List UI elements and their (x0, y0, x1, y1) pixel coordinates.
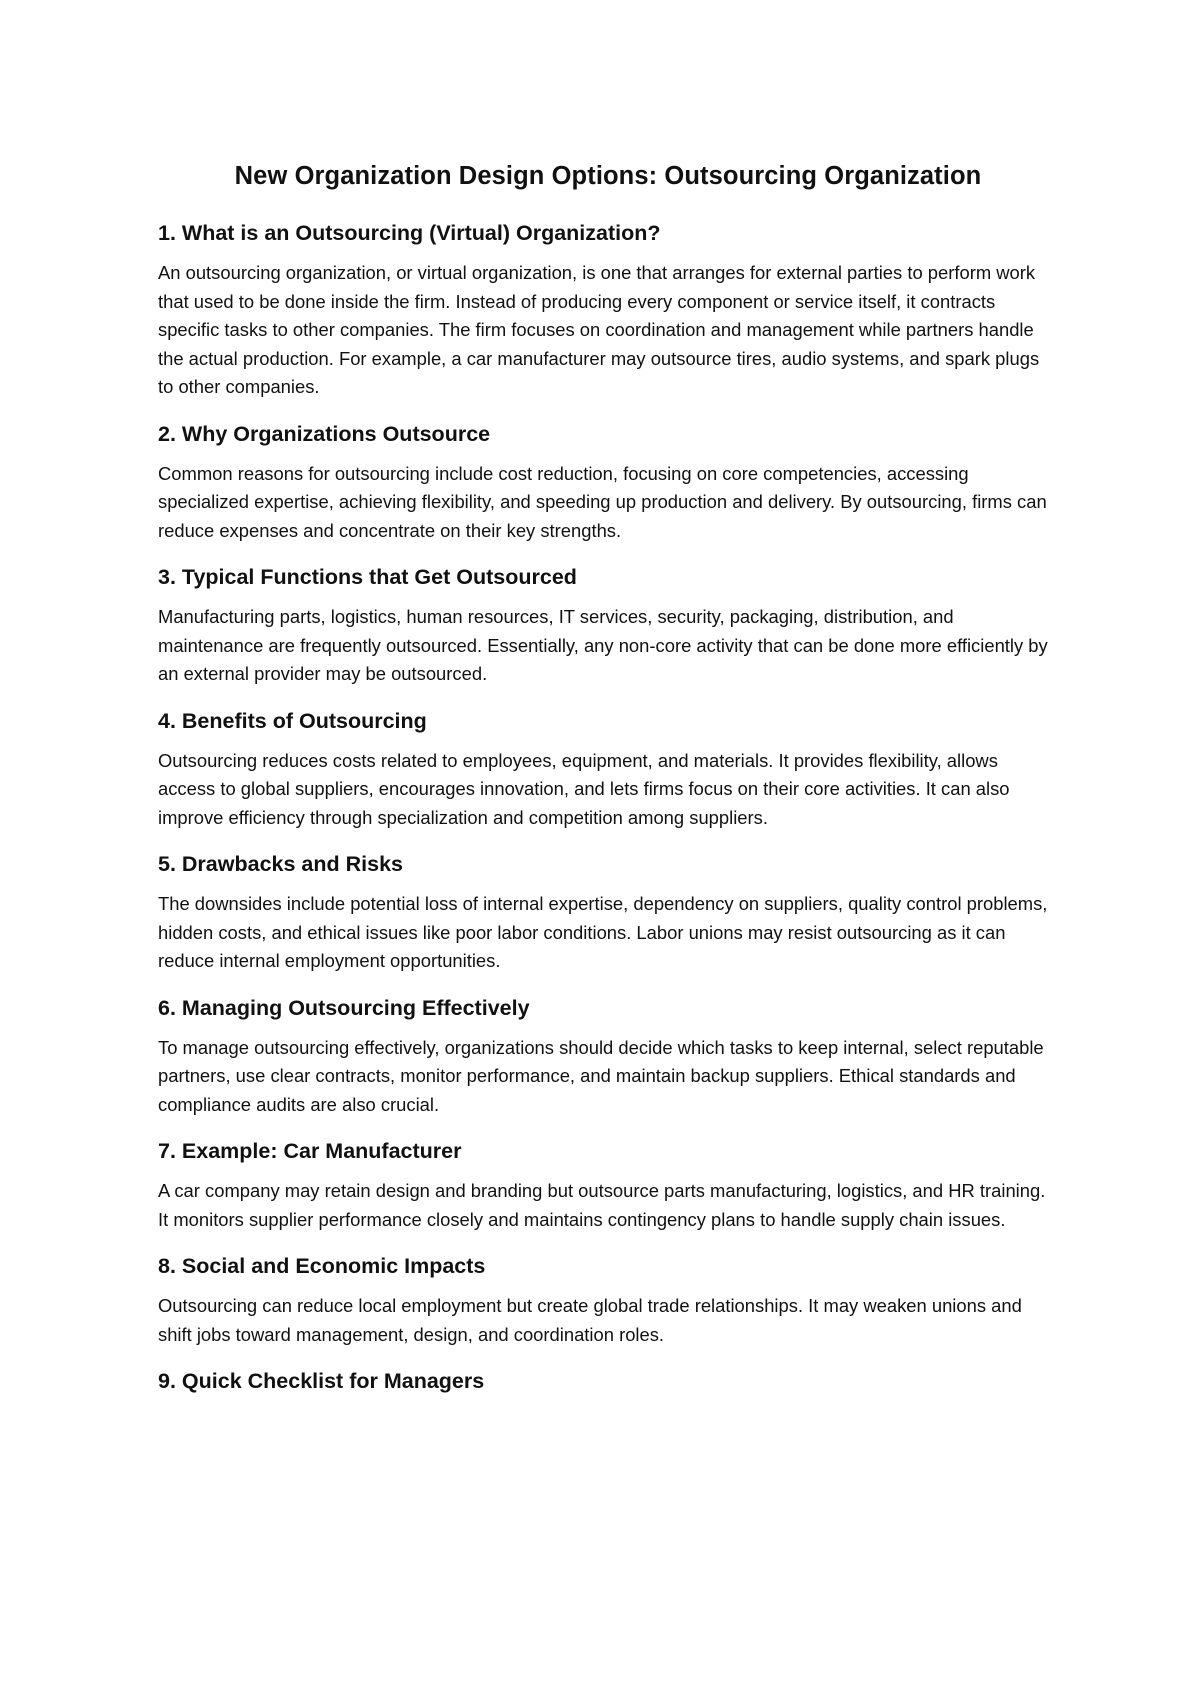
section-body: Manufacturing parts, logistics, human resources, IT services, security, packaging, distribution, and maintenance are frequently outsourced. Essentially, any non-core activity that can be done more efficiently by an external provider may be outsourced. (158, 606, 1048, 684)
section-heading: 2. Why Organizations Outsource (158, 421, 491, 446)
section-body: Outsourcing reduces costs related to employees, equipment, and materials. It provides flexibility, allows access to global suppliers, encourages innovation, and lets firms focus on their core activities. It can also improve efficiency through specialization and competition among suppliers. (158, 749, 1010, 828)
section-managing (158, 993, 1058, 1120)
section-checklist (158, 1366, 1058, 1396)
section-example (158, 1136, 1058, 1234)
section-heading: 4. Benefits of Outsourcing (158, 708, 427, 733)
section-heading: 6. Managing Outsourcing Effectively (158, 995, 530, 1020)
section-body: A car company may retain design and branding but outsource parts manufacturing, logistics, and HR training. It monitors supplier performance closely and maintains contingency plans to handle supply chain issues. (158, 1180, 1046, 1230)
section-benefits (158, 706, 1058, 833)
section-drawbacks (158, 849, 1058, 976)
section-why-outsource (158, 419, 1058, 546)
section-impacts (158, 1251, 1058, 1349)
section-heading: 8. Social and Economic Impacts (158, 1254, 486, 1278)
section-heading: 7. Example: Car Manufacturer (158, 1139, 462, 1163)
document-title: New Organization Design Options: Outsourcing Organization (234, 162, 982, 190)
section-heading: 5. Drawbacks and Risks (158, 852, 403, 876)
section-what-is-outsourcing (158, 218, 1058, 402)
section-heading: 1. What is an Outsourcing (Virtual) Organization? (158, 221, 661, 245)
section-body: Outsourcing can reduce local employment but create global trade relationships. It may weaken unions and shift jobs toward management, design, and coordination roles. (158, 1295, 1022, 1345)
section-heading: 9. Quick Checklist for Managers (158, 1369, 485, 1393)
section-body: The downsides include potential loss of internal expertise, dependency on suppliers, quality control problems, hidden costs, and ethical issues like poor labor conditions. Labor unions may resist outsourcing as it can reduce internal employment opportunities. (158, 893, 1048, 971)
section-heading: 3. Typical Functions that Get Outsourced (158, 565, 577, 589)
section-body: Common reasons for outsourcing include cost reduction, focusing on core competencies, accessing specialized expertise, achieving flexibility, and speeding up production and delivery. By outsourcing, firms can reduce expenses and concentrate on their key strengths. (158, 462, 1047, 541)
section-body: An outsourcing organization, or virtual organization, is one that arranges for external parties to perform work that used to be done inside the firm. Instead of producing every component or service itself, it contracts specific tasks to other companies. The firm focuses on coordination and management while partners handle the actual production. For example, a car manufacturer may outsource tires, audio systems, and spark plugs to other companies. (158, 262, 1040, 397)
document-page (158, 158, 1058, 1413)
section-body: To manage outsourcing effectively, organizations should decide which tasks to keep internal, select reputable partners, use clear contracts, monitor performance, and maintain backup suppliers. Ethical standards and compliance audits are also crucial. (158, 1036, 1044, 1115)
section-typical-functions (158, 562, 1058, 689)
